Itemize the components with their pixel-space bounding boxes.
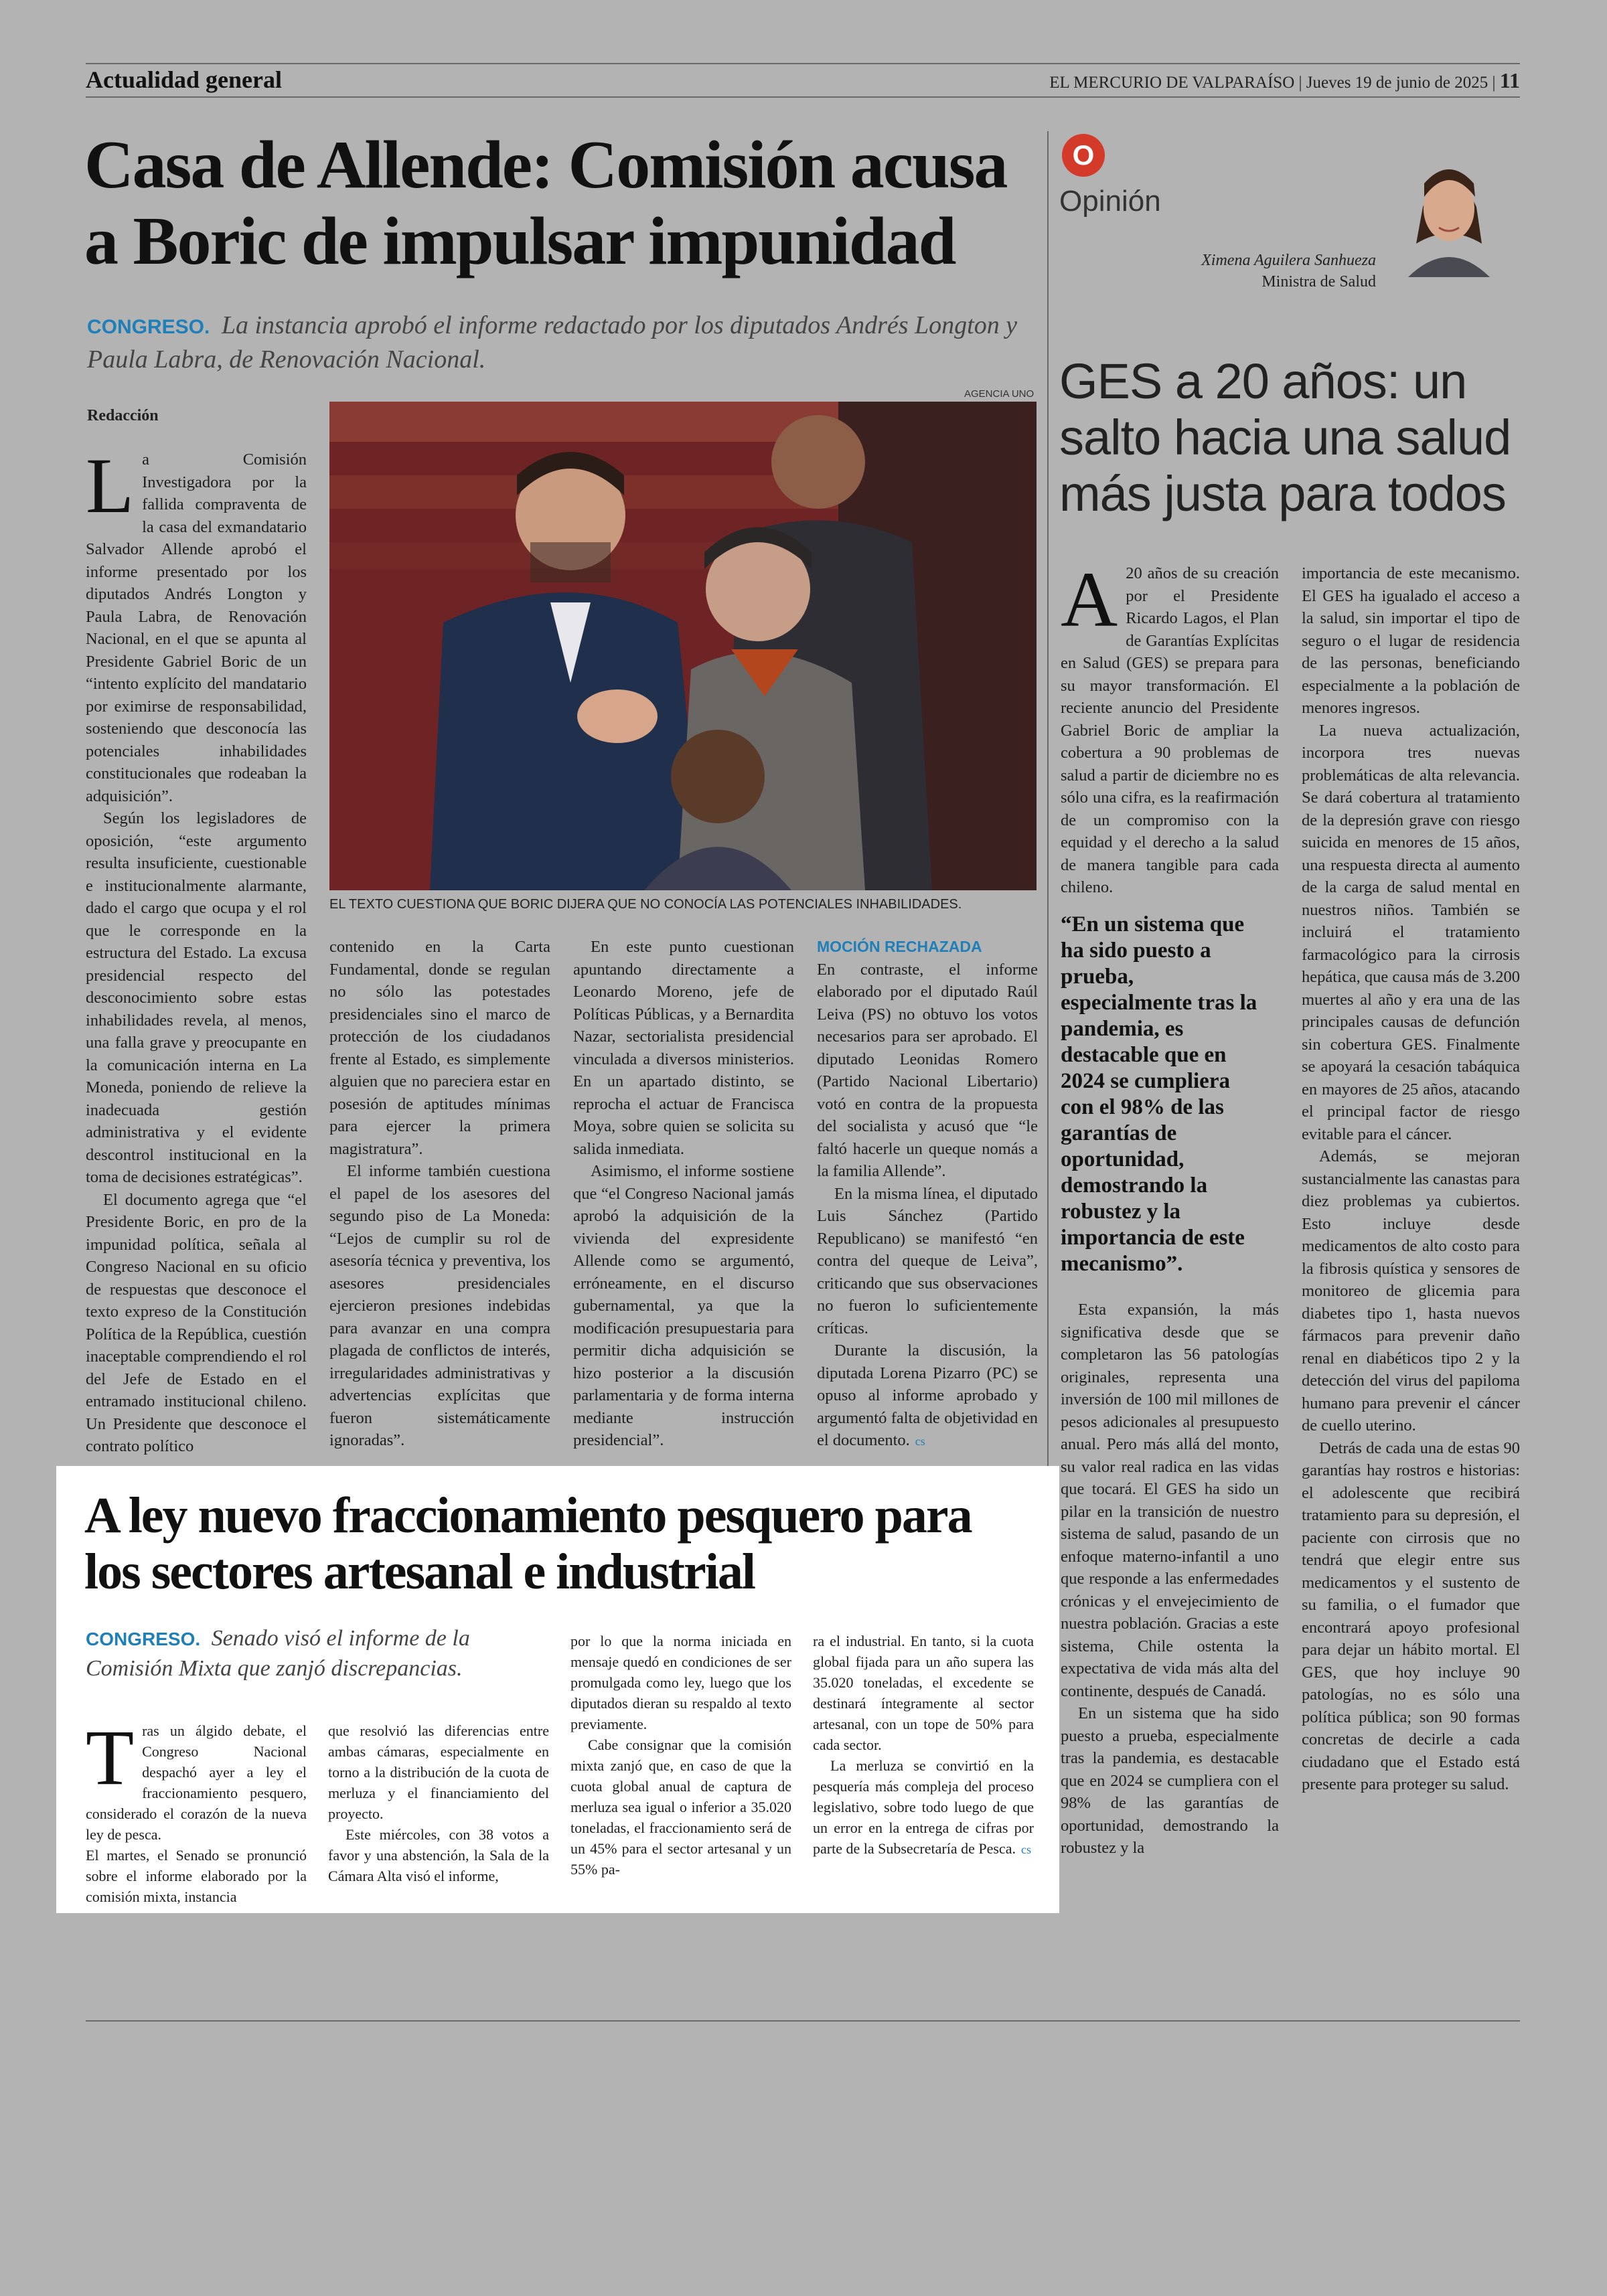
pull-quote: “En un sistema que ha sido puesto a prueba, especialmente tras la pandemia, es destacable que en 2024 se cumpliera con el 98% de las garantías de oportunidad, demostrando la robustez y la importancia de este mecanismo”.	[1061, 912, 1257, 1276]
opinion-col2-p2: La nueva actualización, incorpora tres nuevas problemáticas de alta relevancia. Se dará cobertura al tratamiento de la depresión grave con riesgo suicida en menores de 15 años, una respuesta directa al aumento de la carga de salud mental en nuestros niños. También se incluirá el tratamiento farmacológico para la cirrosis hepática, que causa más de 3.200 muertes al año y era una de las principales causas de defunción sin cobertura GES. Finalmente se apoyará la cesación tabáquica en mayores de 25 años, atacando el principal factor de riesgo evitable para el cáncer.	[1302, 721, 1520, 1143]
main-col4-p1: En contraste, el informe elaborado por el diputado Raúl Leiva (PS) no obtuvo los votos necesarios para ser aprobado. El diputado Leonidas Romero (Partido Nacional Libertario) votó en contra de la propuesta del socialista y acusó que “le faltó hacerle un queque nomás a la familia Allende”.	[817, 960, 1038, 1180]
main-deck-text: La instancia aprobó el informe redactado por los diputados Andrés Longton y Paula Labra, de Renovación Nacional.	[87, 311, 1018, 374]
main-subhead: MOCIÓN RECHAZADA	[817, 938, 982, 955]
opinion-col1-p1: 20 años de su creación por el Presidente Ricardo Lagos, el Plan de Garantías Explícitas en Salud (GES) se prepara para su mayor transformación. El reciente anuncio del Presidente Gabriel Boric de ampliar la cobertura a 90 problemas de salud a partir de diciembre no es sólo una cifra, es la reafirmación de un compromiso con la equidad y el derecho a la salud de manera tangible para cada chileno.	[1061, 564, 1279, 896]
main-kicker: CONGRESO.	[87, 316, 210, 338]
second-col-4	[813, 1631, 1034, 1860]
bottom-rule	[86, 2020, 1520, 2022]
main-col-2	[329, 936, 550, 1452]
opinion-dropcap: A	[1061, 556, 1118, 643]
header-rule	[86, 96, 1520, 98]
opinion-col-2	[1302, 562, 1520, 1796]
second-col-3	[570, 1631, 791, 1880]
main-photo-illustration	[329, 402, 1037, 890]
main-col-4	[817, 936, 1038, 1453]
opinion-label: Opinión	[1059, 185, 1161, 218]
main-byline: Redacción	[87, 407, 159, 424]
main-col-1	[86, 442, 307, 1458]
main-deck	[87, 309, 1038, 376]
main-col3-p1: En este punto cuestionan apuntando directamente a Leonardo Moreno, jefe de Políticas Públicas, y a Bernardita Nazar, sectorialista presidencial vinculada a diversos ministerios. En un apartado distinto, se reprocha el actuar de Francisca Moya, sobre quien se solicita su salida inmediata.	[573, 938, 794, 1158]
main-col4-p3: Durante la discusión, la diputada Lorena Pizarro (PC) se opuso al informe aprobado y argumentó falta de objetividad en el documento.	[817, 1341, 1038, 1449]
author-avatar-illustration	[1396, 143, 1502, 277]
opinion-badge-icon: O	[1062, 134, 1105, 177]
opinion-col2-p4: Detrás de cada una de estas 90 garantías hay rostros e historias: el adolescente que recibirá tratamiento para su depresión, el paciente con cirrosis que no tendrá que elegir entre sus medicamentos y el sustento de su familia, o el fumador que encontrará apoyo profesional para dejar un hábito mortal. El GES, que hoy incluye 90 patologías, no es sólo una política pública; son 90 formas concretas de decirle a cada ciudadano que el Estado está presente para proteger su salud.	[1302, 1439, 1520, 1793]
second-col1-p1: ras un álgido debate, el Congreso Nacional despachó ayer a ley el fraccionamiento pesquero, considerado el corazón de la nueva ley de pesca.	[86, 1722, 307, 1843]
opinion-col1b-p1: Esta expansión, la más significativa desde que se completaron las 56 patologías originales, representa una inversión de 100 mil millones de pesos adicionales al presupuesto anual. Pero más allá del monto, su valor real radica en las vidas que tocará. El GES ha sido un pilar en la transición de nuestro sistema de salud, pasando de un enfoque materno-infantil a uno que responde a las enfermedades crónicas y el envejecimiento de nuestra población. Gracias a este sistema, Chile ostenta la expectativa de vida más alta del continente, después de Canadá.	[1061, 1301, 1279, 1700]
top-rule	[86, 63, 1520, 64]
main-col2-p1: contenido en la Carta Fundamental, donde se regulan no sólo las potestades presidenciales sino el marco de protección de los ciudadanos frente al Estado, es simplemente alguien que no pareciera estar en posesión de aptitudes mínimas para ejercer la primera magistratura”.	[329, 938, 550, 1158]
second-deck-text: Senado visó el informe de la Comisión Mixta que zanjó discrepancias.	[86, 1626, 470, 1681]
page-number: 11	[1499, 68, 1520, 92]
second-headline: A ley nuevo fraccionamiento pesquero para los sectores artesanal e industrial	[84, 1487, 972, 1600]
author-name: Ximena Aguilera Sanhueza	[1201, 252, 1376, 269]
second-col4-p1: ra el industrial. En tanto, si la cuota global fijada para un año supera las 35.020 toneladas, el excedente se destinará íntegramente al sector artesanal, con un tope de 50% para cada sector.	[813, 1633, 1034, 1753]
second-col4-p2: La merluza se convirtió en la pesquería más compleja del proceso legislativo, sobre todo luego de que un error en la entrega de cifras por parte de la Subsecretaría de Pesca.	[813, 1757, 1034, 1857]
main-col3-p2: Asimismo, el informe sostiene que “el Congreso Nacional jamás aprobó la adquisición de la vivienda del expresidente Allende como se argumentó, erróneamente, en el discurso gubernamental, ya que la modificación presupuestaria para permitir dicha adquisición se hizo posterior a la discusión parlamentaria y de forma interna mediante instrucción presidencial”.	[573, 1162, 794, 1449]
second-col3-p2: Cabe consignar que la comisión mixta zanjó que, en caso de que la cuota global anual de captura de merluza sea igual o inferior a 35.020 toneladas, el fraccionamiento será de un 45% para el sector artesanal y un 55% pa-	[570, 1736, 791, 1878]
second-col-1	[86, 1714, 307, 1907]
second-col2-p2: Este miércoles, con 38 votos a favor y una abstención, la Sala de la Cámara Alta visó el informe,	[328, 1826, 549, 1884]
second-col3-p1: por lo que la norma iniciada en mensaje quedó en condiciones de ser promulgada como ley, luego que los diputados dieran su respaldo al texto previamente.	[570, 1633, 791, 1732]
main-col2-p2: El informe también cuestiona el papel de los asesores del segundo piso de La Moneda: “Lejos de cumplir su rol de asesoría técnica y preventiva, los asesores presidenciales ejercieron presiones indebidas para avanzar en una compra plagada de conflictos de interés, irregularidades administrativas y advertencias explícitas que fueron sistemáticamente ignoradas”.	[329, 1162, 550, 1449]
masthead	[1049, 68, 1520, 93]
main-end-mark: cs	[915, 1434, 925, 1448]
masthead-text: EL MERCURIO DE VALPARAÍSO | Jueves 19 de junio de 2025 |	[1049, 74, 1496, 92]
opinion-headline: GES a 20 años: un salto hacia una salud más justa para todos	[1059, 353, 1511, 521]
second-end-mark: cs	[1020, 1843, 1031, 1856]
author-avatar	[1396, 143, 1502, 277]
opinion-col2-p3: Además, se mejoran sustancialmente las canastas para diez problemas ya cubiertos. Esto incluye desde medicamentos de alto costo para la fibrosis quística y sensores de monitoreo de glicemia para diabetes tipo 1, hasta nuevos fármacos para prevenir daño renal en diabéticos tipo 2 y la detección del virus del papiloma humano para prevenir el cáncer de cuello uterino.	[1302, 1147, 1520, 1434]
photo-caption: EL TEXTO CUESTIONA QUE BORIC DIJERA QUE NO CONOCÍA LAS POTENCIALES INHABILIDADES.	[329, 897, 962, 912]
main-col1-p1: a Comisión Investigadora por la fallida compraventa de la casa del exmandatario Salvador Allende aprobó el informe presentado por los diputados Andrés Longton y Paula Labra, de Renovación Nacional, en el que se apunta al Presidente Gabriel Boric de un “intento explícito del mandatario por eximirse de responsabilidad, sosteniendo que desconocía las potenciales inhabilidades constitucionales que rodeaban la adquisición”.	[86, 450, 307, 805]
second-dropcap: T	[86, 1714, 135, 1801]
main-col4-p2: En la misma línea, el diputado Luis Sánchez (Partido Republicano) se manifestó “en contra del queque de Leiva”, criticando que sus observaciones no fueron lo suficientemente críticas.	[817, 1184, 1038, 1337]
main-dropcap: L	[86, 442, 135, 529]
main-col-3	[573, 936, 794, 1452]
section-label: Actualidad general	[86, 66, 282, 93]
second-col2-p1: que resolvió las diferencias entre ambas cámaras, especialmente en torno a la distribución de la cuota de merluza y el financiamiento del proyecto.	[328, 1722, 549, 1822]
main-headline: Casa de Allende: Comisión acusa a Boric de impulsar impunidad	[84, 127, 1007, 279]
second-kicker: CONGRESO.	[86, 1629, 201, 1649]
main-col1-p3: El documento agrega que “el Presidente Boric, en pro de la impunidad política, señala al Congreso Nacional en su oficio de respuestas que desconoce el texto expreso de la Constitución Política de la República, cuestión inaceptable comprendiendo el rol del Jefe de Estado en el entramado institucional chileno. Un Presidente que desconoce el contrato político	[86, 1190, 307, 1455]
second-deck	[86, 1624, 541, 1684]
second-col1-p2: El martes, el Senado se pronunció sobre el informe elaborado por la comisión mixta, instancia	[86, 1847, 307, 1905]
opinion-col-1	[1061, 556, 1279, 899]
main-col1-p2: Según los legisladores de oposición, “este argumento resulta insuficiente, cuestionable e institucionalmente alarmante, dado el cargo que ocupa y el rol que le corresponde en la estructura del Estado. La excusa presidencial respecto del desconocimiento sobre estas inhabilidades revela, al menos, una falla grave y preocupante en la comunicación interna en La Moneda, poniendo de relieve la inadecuada gestión administrativa y el evidente descontrol institucional en la toma de decisiones estratégicas”.	[86, 809, 307, 1186]
main-photo	[329, 402, 1037, 890]
second-col-2	[328, 1720, 549, 1886]
opinion-col2-p1: importancia de este mecanismo. El GES ha igualado el acceso a la salud, sin importar el tipo de seguro o el lugar de residencia de las personas, beneficiando especialmente a la población de menores ingresos.	[1302, 564, 1520, 717]
photo-credit: AGENCIA UNO	[964, 388, 1035, 400]
opinion-col1b-p2: En un sistema que ha sido puesto a prueba, especialmente tras la pandemia, es destacable que en 2024 se cumpliera con el 98% de las garantías de oportunidad, demostrando la robustez y la	[1061, 1704, 1279, 1857]
opinion-col-1b	[1061, 1299, 1279, 1860]
author-role: Ministra de Salud	[1261, 273, 1376, 291]
